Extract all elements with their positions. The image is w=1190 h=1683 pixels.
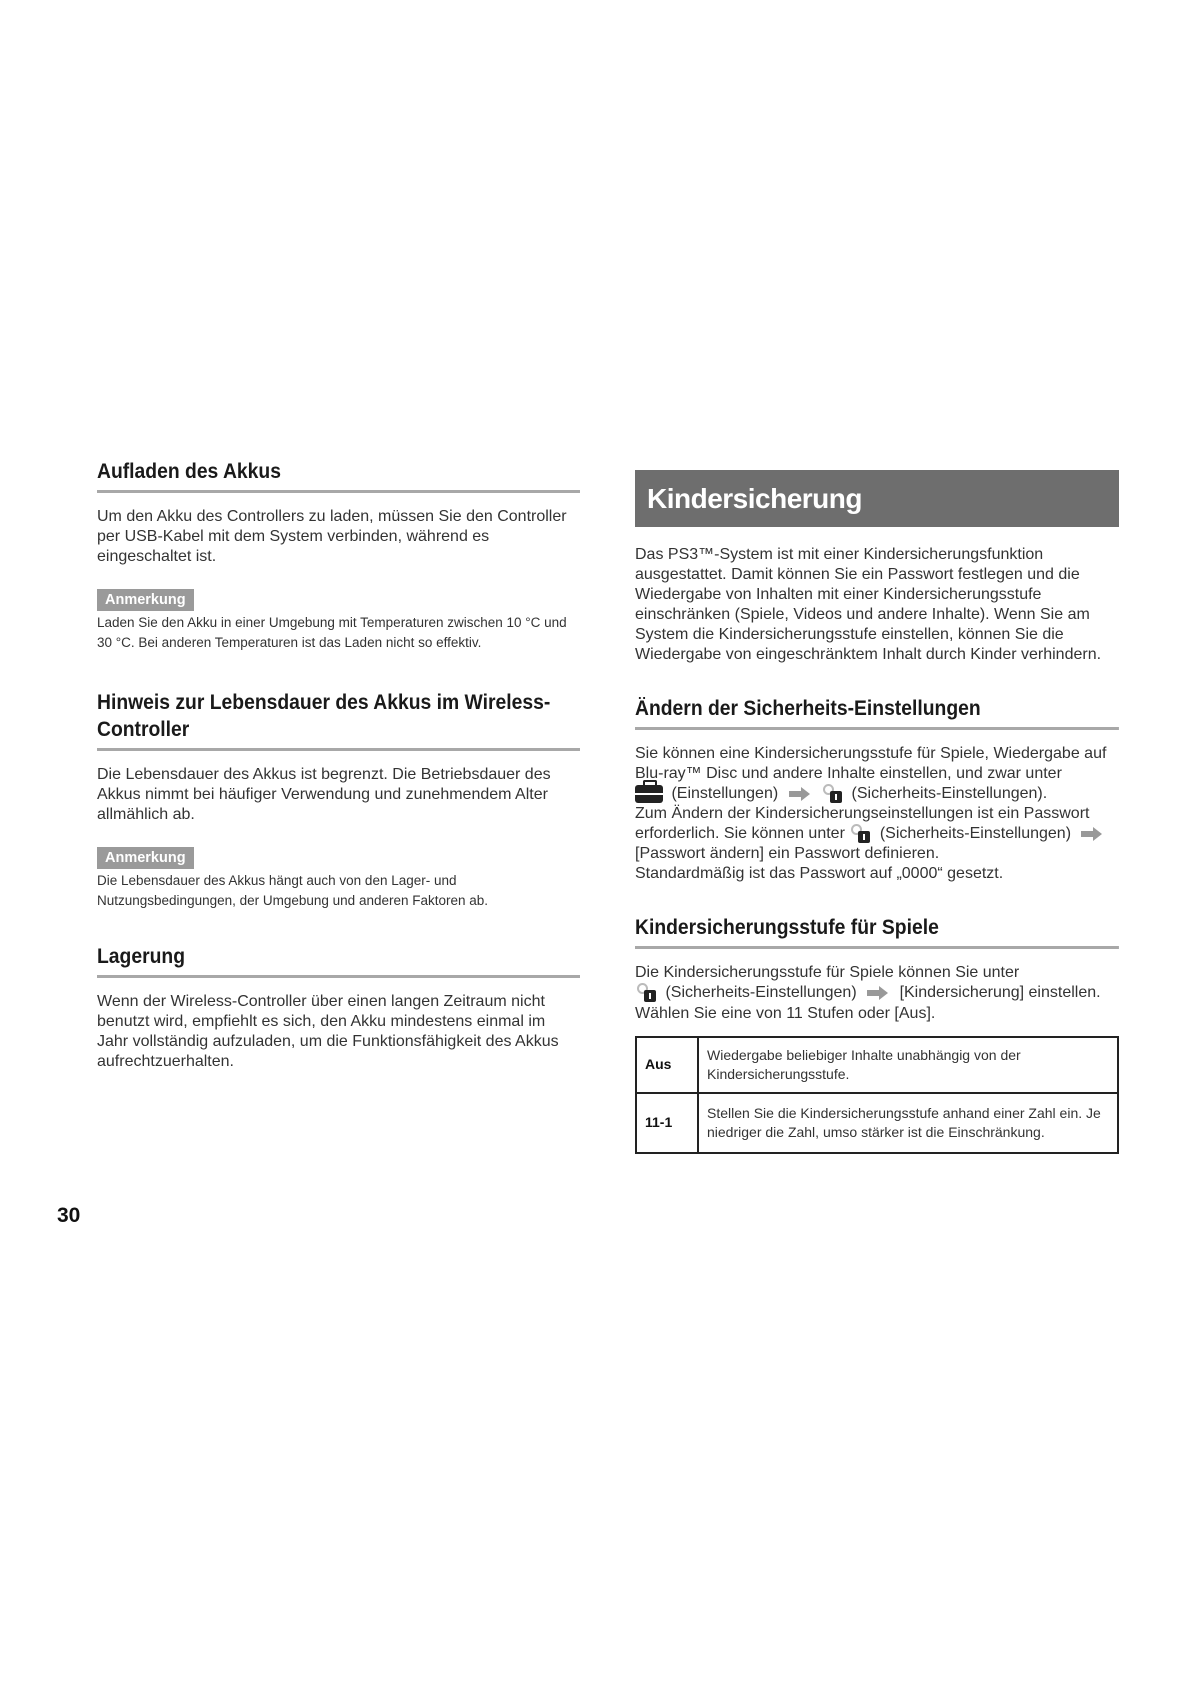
storage-text: Wenn der Wireless-Controller über einen langen Zeitraum nicht benutzt wird, empfiehlt es sich, den Akku mindestens einmal im Jahr vollständig aufzuladen, um die Funktionsfähigkeit des Akkus aufrechtzuerhalten.: [97, 993, 559, 1070]
level-desc: Wiedergabe beliebiger Inhalte unabhängig von der Kindersicherungsstufe.: [698, 1037, 1118, 1093]
charging-note: Laden Sie den Akku in einer Umgebung mit Temperaturen zwischen 10 °C und 30 °C. Bei anderen Temperaturen ist das Laden nicht so effektiv.: [97, 615, 567, 650]
note-label: Anmerkung: [97, 847, 194, 869]
page-number: 30: [57, 1204, 81, 1227]
security-lock-icon: [637, 983, 657, 1003]
arrow-right-icon: [867, 986, 889, 1000]
security-lock-icon: [823, 784, 843, 804]
settings-toolbox-icon: [635, 785, 663, 803]
charging-text: Um den Akku des Controllers zu laden, müssen Sie den Controller per USB-Kabel mit dem System verbinden, während es eingeschaltet ist.: [97, 508, 567, 565]
security-lock-icon: [851, 824, 871, 844]
level-key: Aus: [636, 1037, 698, 1093]
section-title-game-level: Kindersicherungsstufe für Spiele: [635, 914, 1119, 949]
arrow-right-icon: [1081, 827, 1103, 841]
section-title-battery-life: Hinweis zur Lebensdauer des Akkus im Wireless-Controller: [97, 689, 580, 751]
right-column: [635, 470, 1119, 1154]
battery-life-note: Die Lebensdauer des Akkus hängt auch von den Lager- und Nutzungsbedingungen, der Umgebung und anderen Faktoren ab.: [97, 873, 489, 908]
section-title-charging: Aufladen des Akkus: [97, 458, 580, 493]
game-level-text: Die Kindersicherungsstufe für Spiele können Sie unter (Sicherheits-Einstellungen) [Kindersicherung] einstellen. Wählen Sie eine von 11 Stufen oder [Aus].: [635, 964, 1101, 1022]
table-row: [636, 1037, 1118, 1093]
note-label: Anmerkung: [97, 589, 194, 611]
parental-intro: Das PS3™-System ist mit einer Kindersicherungsfunktion ausgestattet. Damit können Sie ein Passwort festlegen und die Wiedergabe von Inhalten mit einer Kindersicherungsstufe einschränken (Spiele, Videos und andere Inhalte). Wenn Sie am System die Kindersicherungsstufe einstellen, können Sie die Wiedergabe von eingeschränktem Inhalt durch Kinder verhindern.: [635, 546, 1102, 663]
section-title-security-settings: Ändern der Sicherheits-Einstellungen: [635, 695, 1119, 730]
level-table: [635, 1036, 1119, 1154]
battery-life-text: Die Lebensdauer des Akkus ist begrenzt. Die Betriebsdauer des Akkus nimmt bei häufiger Verwendung und zunehmendem Alter allmählich ab.: [97, 766, 551, 823]
arrow-right-icon: [789, 787, 811, 801]
left-column: [97, 458, 580, 1072]
section-title-storage: Lagerung: [97, 943, 580, 978]
table-row: [636, 1093, 1118, 1153]
level-key: 11-1: [636, 1093, 698, 1153]
chapter-banner: Kindersicherung: [635, 470, 1119, 527]
level-desc: Stellen Sie die Kindersicherungsstufe anhand einer Zahl ein. Je niedriger die Zahl, umso stärker ist die Einschränkung.: [698, 1093, 1118, 1153]
security-settings-text: Sie können eine Kindersicherungsstufe für Spiele, Wiedergabe auf Blu-ray™ Disc und andere Inhalte einstellen, und zwar unter (Einstellungen) (Sicherheits-Einstellungen). Zum Ändern der Kindersicherungseinstellungen ist ein Passwort erforderlich. Sie können unter (Sicherheits-Einstellungen) [Passwort ändern] ein Passwort definieren. Standardmäßig ist das Passwort auf „0000“ gesetzt.: [635, 745, 1107, 883]
